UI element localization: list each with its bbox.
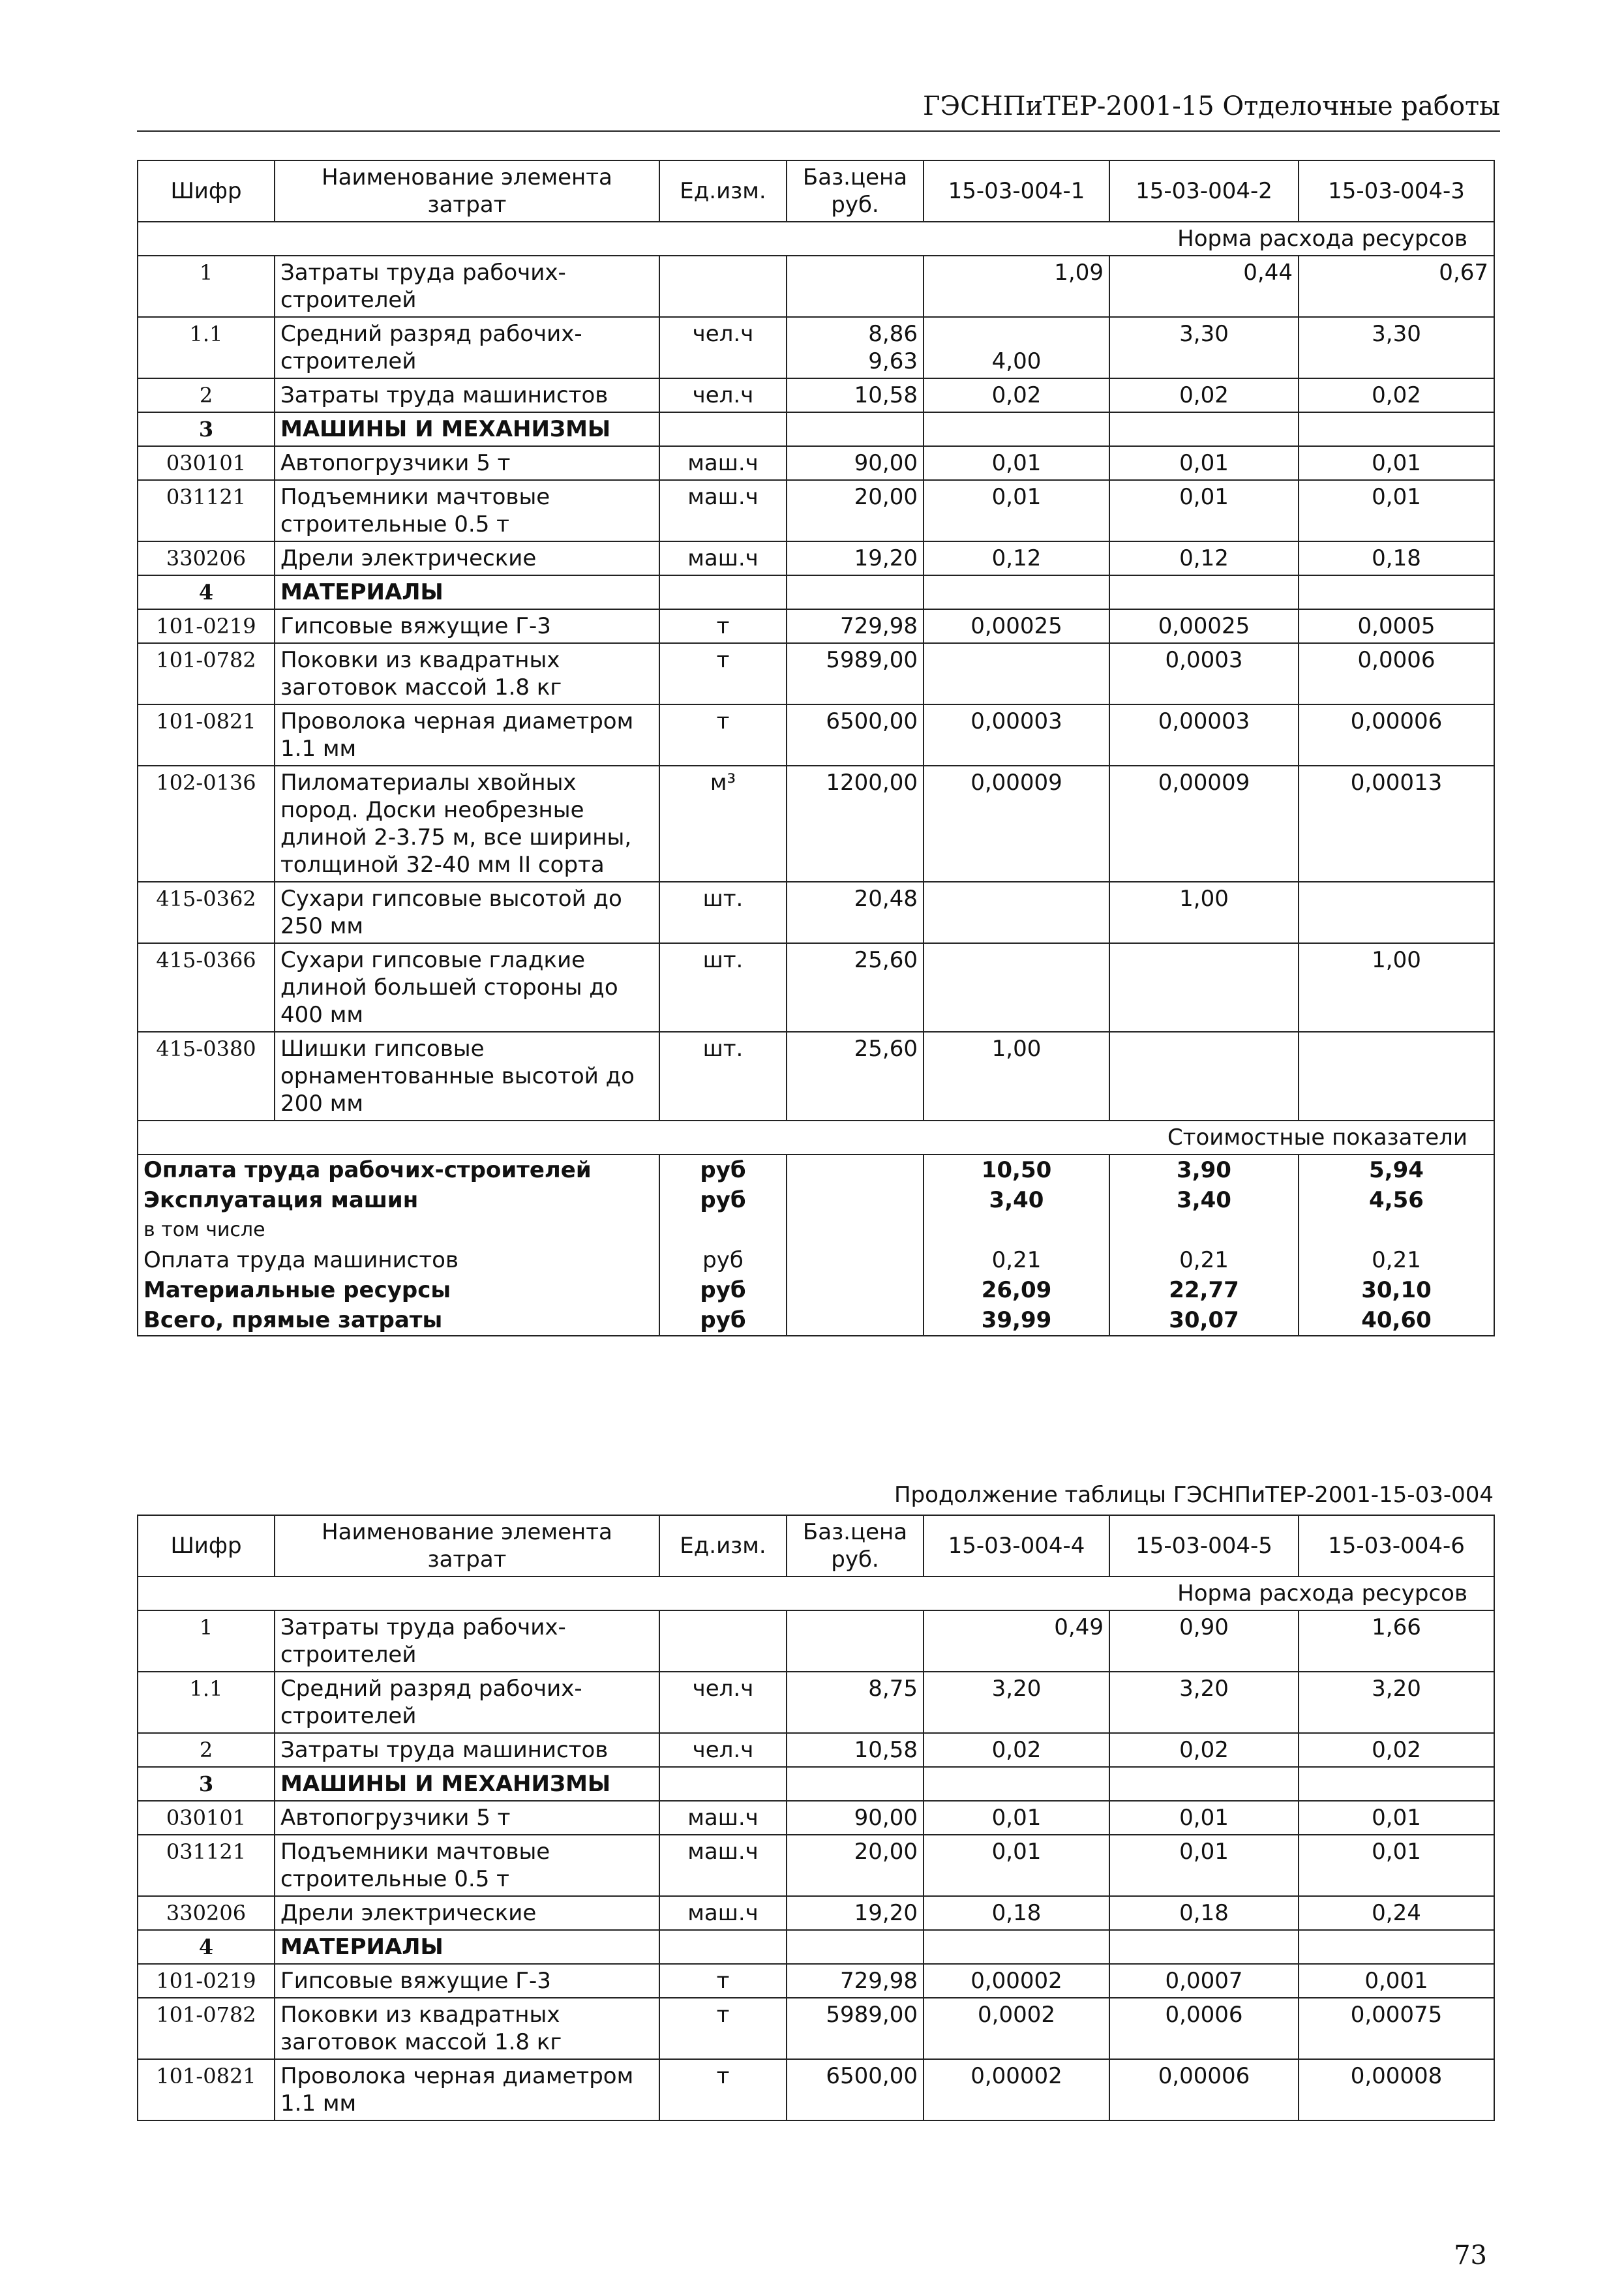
row-price xyxy=(787,1801,924,1835)
row-unit xyxy=(659,1610,787,1672)
cost-value: 3,40 xyxy=(1109,1185,1299,1215)
col-price: Баз.цена руб. xyxy=(787,160,924,222)
row-norm-value: 0,00025 xyxy=(924,609,1109,643)
row-code: 3 xyxy=(138,412,275,446)
row-norm-value: 0,01 xyxy=(1299,1801,1494,1835)
table-row xyxy=(138,643,1494,704)
row-norm-value: 1,09 xyxy=(924,256,1109,317)
cost-label: Всего, прямые затраты xyxy=(138,1305,659,1336)
row-price xyxy=(787,480,924,541)
row-unit: м³ xyxy=(659,766,787,882)
col-norm-2: 15-03-004-2 xyxy=(1109,160,1299,222)
table-row xyxy=(138,1801,1494,1835)
table-row xyxy=(138,1767,1494,1801)
cost-unit xyxy=(659,1215,787,1245)
col-name: Наименование элемента затрат xyxy=(275,1515,659,1576)
cost-row xyxy=(138,1185,1494,1215)
row-code: 101-0821 xyxy=(138,704,275,766)
table-row xyxy=(138,882,1494,943)
row-code: 330206 xyxy=(138,1896,275,1930)
table-row xyxy=(138,317,1494,378)
row-price xyxy=(787,256,924,317)
col-norm-6: 15-03-004-6 xyxy=(1299,1515,1494,1576)
row-norm-value: 0,00002 xyxy=(924,2059,1109,2120)
row-norm-value: 0,00008 xyxy=(1299,2059,1494,2120)
row-norm-value xyxy=(1299,882,1494,943)
row-code: 101-0219 xyxy=(138,609,275,643)
cost-value: 22,77 xyxy=(1109,1275,1299,1305)
row-unit xyxy=(659,1930,787,1964)
row-price xyxy=(787,643,924,704)
cost-label: Оплата труда машинистов xyxy=(138,1245,659,1275)
cost-label: в том числе xyxy=(138,1215,659,1245)
section-norm: Норма расхода ресурсов xyxy=(138,1576,1494,1610)
cost-price-empty xyxy=(787,1305,924,1336)
row-norm-value: 0,01 xyxy=(1299,446,1494,480)
row-price xyxy=(787,882,924,943)
row-name: Шишки гипсовые орнаментованные высотой до 200 мм xyxy=(275,1032,659,1121)
cost-unit: руб xyxy=(659,1305,787,1336)
row-name: Автопогрузчики 5 т xyxy=(275,1801,659,1835)
cost-label: Оплата труда рабочих-строителей xyxy=(138,1154,659,1185)
row-norm-value: 0,49 xyxy=(924,1610,1109,1672)
row-norm-value xyxy=(1109,1032,1299,1121)
row-norm-value: 0,02 xyxy=(1299,378,1494,412)
row-price xyxy=(787,1964,924,1998)
col-norm-1: 15-03-004-1 xyxy=(924,160,1109,222)
table-row xyxy=(138,1032,1494,1121)
row-norm-value: 0,00075 xyxy=(1299,1998,1494,2059)
cost-value: 0,21 xyxy=(1109,1245,1299,1275)
row-price xyxy=(787,1998,924,2059)
cost-unit: руб xyxy=(659,1245,787,1275)
page-number: 73 xyxy=(1454,2240,1487,2270)
row-price xyxy=(787,1032,924,1121)
cost-price-empty xyxy=(787,1245,924,1275)
row-norm-value: 0,01 xyxy=(924,1801,1109,1835)
row-code: 101-0821 xyxy=(138,2059,275,2120)
row-norm-value: 3,20 xyxy=(1109,1672,1299,1733)
table-row xyxy=(138,541,1494,575)
cost-row xyxy=(138,1245,1494,1275)
row-norm-value xyxy=(1299,1032,1494,1121)
row-price xyxy=(787,446,924,480)
row-code: 101-0782 xyxy=(138,643,275,704)
row-norm-value: 0,00006 xyxy=(1109,2059,1299,2120)
row-code: 101-0219 xyxy=(138,1964,275,1998)
row-norm-value: 0,01 xyxy=(924,446,1109,480)
row-price-value: 20,48 xyxy=(854,886,918,912)
row-name: Средний разряд рабочих-строителей xyxy=(275,317,659,378)
cost-unit: руб xyxy=(659,1154,787,1185)
cost-row xyxy=(138,1275,1494,1305)
row-norm-value: 0,01 xyxy=(1299,1835,1494,1896)
resource-table-2 xyxy=(137,1515,1495,2121)
row-price xyxy=(787,1835,924,1896)
row-norm-value: 4,00 xyxy=(924,317,1109,378)
row-price-value: 90,00 xyxy=(854,1805,918,1831)
running-header: ГЭСНПиТЕР-2001-15 Отделочные работы xyxy=(137,91,1500,132)
row-norm-value: 0,02 xyxy=(1109,378,1299,412)
row-norm-value: 0,18 xyxy=(924,1896,1109,1930)
row-name: Автопогрузчики 5 т xyxy=(275,446,659,480)
row-unit: маш.ч xyxy=(659,480,787,541)
row-norm-value: 1,00 xyxy=(924,1032,1109,1121)
row-name: Гипсовые вяжущие Г-3 xyxy=(275,609,659,643)
col-unit: Ед.изм. xyxy=(659,1515,787,1576)
row-price-value: 729,98 xyxy=(840,613,918,639)
row-code: 415-0362 xyxy=(138,882,275,943)
row-code: 2 xyxy=(138,1733,275,1767)
row-unit: т xyxy=(659,1964,787,1998)
row-price-value: 1200,00 xyxy=(826,770,918,796)
row-norm-value xyxy=(1109,412,1299,446)
row-name: Затраты труда рабочих-строителей xyxy=(275,256,659,317)
row-unit xyxy=(659,412,787,446)
row-norm-value: 0,001 xyxy=(1299,1964,1494,1998)
row-price xyxy=(787,1896,924,1930)
col-norm-4: 15-03-004-4 xyxy=(924,1515,1109,1576)
row-name: МАШИНЫ И МЕХАНИЗМЫ xyxy=(275,412,659,446)
row-unit: т xyxy=(659,643,787,704)
row-norm-value: 0,67 xyxy=(1299,256,1494,317)
row-norm-value xyxy=(924,643,1109,704)
row-unit: шт. xyxy=(659,1032,787,1121)
row-price-value: 8,86 xyxy=(868,321,918,347)
row-unit xyxy=(659,1767,787,1801)
row-price-value: 6500,00 xyxy=(826,2063,918,2089)
row-norm-value: 0,01 xyxy=(1109,446,1299,480)
row-code: 030101 xyxy=(138,446,275,480)
row-code: 1.1 xyxy=(138,1672,275,1733)
row-code: 1.1 xyxy=(138,317,275,378)
row-code: 4 xyxy=(138,1930,275,1964)
table-row xyxy=(138,1835,1494,1896)
row-norm-value: 0,01 xyxy=(924,1835,1109,1896)
row-norm-value: 0,90 xyxy=(1109,1610,1299,1672)
row-norm-value: 0,0007 xyxy=(1109,1964,1299,1998)
row-norm-value: 0,24 xyxy=(1299,1896,1494,1930)
row-code: 330206 xyxy=(138,541,275,575)
row-price-value: 20,00 xyxy=(854,484,918,510)
row-code: 4 xyxy=(138,575,275,609)
row-code: 102-0136 xyxy=(138,766,275,882)
row-name: Дрели электрические xyxy=(275,1896,659,1930)
row-unit: т xyxy=(659,609,787,643)
row-unit xyxy=(659,575,787,609)
cost-price-empty xyxy=(787,1185,924,1215)
row-unit: маш.ч xyxy=(659,446,787,480)
row-name: Гипсовые вяжущие Г-3 xyxy=(275,1964,659,1998)
row-norm-value xyxy=(924,943,1109,1032)
cost-value: 0,21 xyxy=(1299,1245,1494,1275)
row-unit: шт. xyxy=(659,882,787,943)
row-name: МАТЕРИАЛЫ xyxy=(275,575,659,609)
row-code: 2 xyxy=(138,378,275,412)
row-unit: маш.ч xyxy=(659,1801,787,1835)
row-norm-value: 0,00003 xyxy=(1109,704,1299,766)
table-row xyxy=(138,1733,1494,1767)
row-norm-value: 0,01 xyxy=(1109,1835,1299,1896)
cost-price-empty xyxy=(787,1275,924,1305)
row-norm-value: 0,00013 xyxy=(1299,766,1494,882)
row-norm-value xyxy=(924,575,1109,609)
row-price xyxy=(787,541,924,575)
cost-value: 26,09 xyxy=(924,1275,1109,1305)
table-row xyxy=(138,1610,1494,1672)
col-norm-5: 15-03-004-5 xyxy=(1109,1515,1299,1576)
row-unit: чел.ч xyxy=(659,1672,787,1733)
row-norm-value xyxy=(1109,575,1299,609)
row-name: Дрели электрические xyxy=(275,541,659,575)
row-norm-value xyxy=(1299,1767,1494,1801)
row-norm-value: 0,01 xyxy=(1109,1801,1299,1835)
row-name: Поковки из квадратных заготовок массой 1.8 кг xyxy=(275,1998,659,2059)
row-name: Пиломатериалы хвойных пород. Доски необрезные длиной 2-3.75 м, все ширины, толщиной 32-40 мм II сорта xyxy=(275,766,659,882)
row-name: Подъемники мачтовые строительные 0.5 т xyxy=(275,1835,659,1896)
cost-row xyxy=(138,1305,1494,1336)
row-price xyxy=(787,1930,924,1964)
cost-value: 39,99 xyxy=(924,1305,1109,1336)
row-norm-value: 0,12 xyxy=(924,541,1109,575)
row-name: Затраты труда рабочих-строителей xyxy=(275,1610,659,1672)
row-name: МАШИНЫ И МЕХАНИЗМЫ xyxy=(275,1767,659,1801)
row-price-value: 5989,00 xyxy=(826,2002,918,2028)
row-unit: т xyxy=(659,2059,787,2120)
section-norm: Норма расхода ресурсов xyxy=(138,222,1494,256)
cost-value: 4,56 xyxy=(1299,1185,1494,1215)
table-row xyxy=(138,480,1494,541)
row-norm-value: 0,0005 xyxy=(1299,609,1494,643)
row-code: 031121 xyxy=(138,1835,275,1896)
cost-row xyxy=(138,1154,1494,1185)
row-norm-value xyxy=(1299,1930,1494,1964)
row-norm-value: 0,00009 xyxy=(1109,766,1299,882)
row-price-value: 729,98 xyxy=(840,1968,918,1994)
row-norm-value: 3,20 xyxy=(1299,1672,1494,1733)
row-code: 101-0782 xyxy=(138,1998,275,2059)
row-norm-value xyxy=(924,412,1109,446)
row-name: Проволока черная диаметром 1.1 мм xyxy=(275,2059,659,2120)
row-price xyxy=(787,1733,924,1767)
row-price xyxy=(787,766,924,882)
table-row xyxy=(138,256,1494,317)
row-name: Затраты труда машинистов xyxy=(275,378,659,412)
row-norm-value xyxy=(1109,943,1299,1032)
row-price-value: 25,60 xyxy=(854,1036,918,1062)
cost-value: 0,21 xyxy=(924,1245,1109,1275)
cost-price-empty xyxy=(787,1215,924,1245)
row-norm-value: 0,0006 xyxy=(1109,1998,1299,2059)
row-name: Поковки из квадратных заготовок массой 1.8 кг xyxy=(275,643,659,704)
cost-price-empty xyxy=(787,1154,924,1185)
table-row xyxy=(138,1930,1494,1964)
row-norm-value: 0,01 xyxy=(1299,480,1494,541)
row-norm-value: 0,0006 xyxy=(1299,643,1494,704)
row-unit: маш.ч xyxy=(659,541,787,575)
cost-value xyxy=(924,1215,1109,1245)
row-code: 415-0380 xyxy=(138,1032,275,1121)
section-cost: Стоимостные показатели xyxy=(138,1121,1494,1154)
row-norm-value: 1,00 xyxy=(1299,943,1494,1032)
table-row xyxy=(138,1672,1494,1733)
row-norm-value: 0,18 xyxy=(1109,1896,1299,1930)
row-norm-value: 0,00003 xyxy=(924,704,1109,766)
row-norm-value: 1,66 xyxy=(1299,1610,1494,1672)
cost-value: 30,10 xyxy=(1299,1275,1494,1305)
cost-value xyxy=(1299,1215,1494,1245)
row-unit: маш.ч xyxy=(659,1896,787,1930)
row-norm-value: 0,02 xyxy=(1109,1733,1299,1767)
table-row xyxy=(138,575,1494,609)
cost-value: 3,40 xyxy=(924,1185,1109,1215)
row-price-value: 90,00 xyxy=(854,450,918,476)
row-price xyxy=(787,704,924,766)
row-norm-value xyxy=(1109,1930,1299,1964)
row-price xyxy=(787,1672,924,1733)
row-norm-value: 0,00009 xyxy=(924,766,1109,882)
row-norm-value: 0,01 xyxy=(924,480,1109,541)
table-row xyxy=(138,1896,1494,1930)
row-price xyxy=(787,1767,924,1801)
row-norm-value xyxy=(924,882,1109,943)
row-norm-value: 0,02 xyxy=(1299,1733,1494,1767)
cost-unit: руб xyxy=(659,1185,787,1215)
row-norm-value: 1,00 xyxy=(1109,882,1299,943)
row-norm-value: 0,00025 xyxy=(1109,609,1299,643)
row-price xyxy=(787,412,924,446)
col-norm-3: 15-03-004-3 xyxy=(1299,160,1494,222)
row-price-value: 10,58 xyxy=(854,1737,918,1763)
resource-table-1 xyxy=(137,160,1495,1336)
cost-unit: руб xyxy=(659,1275,787,1305)
row-norm-value xyxy=(924,1767,1109,1801)
row-code: 1 xyxy=(138,256,275,317)
cost-value: 40,60 xyxy=(1299,1305,1494,1336)
row-price xyxy=(787,609,924,643)
row-unit: т xyxy=(659,704,787,766)
col-price: Баз.цена руб. xyxy=(787,1515,924,1576)
row-price-value-alt: 9,63 xyxy=(868,348,918,374)
table-header-row xyxy=(138,1515,1494,1576)
row-norm-value: 3,20 xyxy=(924,1672,1109,1733)
row-norm-value: 0,00006 xyxy=(1299,704,1494,766)
col-code: Шифр xyxy=(138,160,275,222)
row-code: 415-0366 xyxy=(138,943,275,1032)
row-code: 3 xyxy=(138,1767,275,1801)
row-name: Сухари гипсовые гладкие длиной большей стороны до 400 мм xyxy=(275,943,659,1032)
row-price-value: 19,20 xyxy=(854,545,918,571)
row-price-value: 25,60 xyxy=(854,947,918,973)
row-name: Сухари гипсовые высотой до 250 мм xyxy=(275,882,659,943)
row-price-value: 20,00 xyxy=(854,1839,918,1865)
row-price xyxy=(787,575,924,609)
row-price xyxy=(787,378,924,412)
table-row xyxy=(138,2059,1494,2120)
row-unit: чел.ч xyxy=(659,378,787,412)
cost-label: Эксплуатация машин xyxy=(138,1185,659,1215)
row-unit: т xyxy=(659,1998,787,2059)
row-norm-value: 0,44 xyxy=(1109,256,1299,317)
cost-value: 30,07 xyxy=(1109,1305,1299,1336)
col-code: Шифр xyxy=(138,1515,275,1576)
row-norm-value xyxy=(1109,1767,1299,1801)
table-row xyxy=(138,446,1494,480)
row-norm-value xyxy=(1299,412,1494,446)
table-row xyxy=(138,704,1494,766)
row-norm-value: 0,00002 xyxy=(924,1964,1109,1998)
cost-value: 3,90 xyxy=(1109,1154,1299,1185)
table-row xyxy=(138,412,1494,446)
cost-value xyxy=(1109,1215,1299,1245)
row-norm-value xyxy=(1299,575,1494,609)
cost-value: 10,50 xyxy=(924,1154,1109,1185)
table-row xyxy=(138,766,1494,882)
row-unit: маш.ч xyxy=(659,1835,787,1896)
col-unit: Ед.изм. xyxy=(659,160,787,222)
row-name: Затраты труда машинистов xyxy=(275,1733,659,1767)
row-price xyxy=(787,2059,924,2120)
table-header-row xyxy=(138,160,1494,222)
row-norm-value: 0,0003 xyxy=(1109,643,1299,704)
row-name: МАТЕРИАЛЫ xyxy=(275,1930,659,1964)
row-code: 1 xyxy=(138,1610,275,1672)
row-name: Средний разряд рабочих-строителей xyxy=(275,1672,659,1733)
row-norm-value: 0,02 xyxy=(924,378,1109,412)
row-name: Проволока черная диаметром 1.1 мм xyxy=(275,704,659,766)
row-price-value: 8,75 xyxy=(868,1676,918,1702)
row-price-value: 5989,00 xyxy=(826,647,918,673)
row-norm-value: 3,30 xyxy=(1299,317,1494,378)
table-continuation-caption: Продолжение таблицы ГЭСНПиТЕР-2001-15-03-004 xyxy=(894,1482,1494,1508)
row-price xyxy=(787,943,924,1032)
table-row xyxy=(138,943,1494,1032)
row-price xyxy=(787,1610,924,1672)
table-row xyxy=(138,1964,1494,1998)
table-row xyxy=(138,378,1494,412)
table-row xyxy=(138,1998,1494,2059)
row-norm-value: 0,02 xyxy=(924,1733,1109,1767)
cost-value: 5,94 xyxy=(1299,1154,1494,1185)
row-norm-value: 3,30 xyxy=(1109,317,1299,378)
row-norm-value: 0,12 xyxy=(1109,541,1299,575)
row-price-value: 19,20 xyxy=(854,1900,918,1926)
row-norm-value: 0,01 xyxy=(1109,480,1299,541)
row-norm-value: 0,0002 xyxy=(924,1998,1109,2059)
cost-label: Материальные ресурсы xyxy=(138,1275,659,1305)
row-norm-value xyxy=(924,1930,1109,1964)
cost-row xyxy=(138,1215,1494,1245)
row-norm-value: 0,18 xyxy=(1299,541,1494,575)
row-code: 030101 xyxy=(138,1801,275,1835)
row-price-value: 6500,00 xyxy=(826,708,918,734)
row-unit xyxy=(659,256,787,317)
row-unit: чел.ч xyxy=(659,317,787,378)
row-code: 031121 xyxy=(138,480,275,541)
col-name: Наименование элемента затрат xyxy=(275,160,659,222)
table-row xyxy=(138,609,1494,643)
row-price-value: 10,58 xyxy=(854,382,918,408)
row-price xyxy=(787,317,924,378)
row-unit: шт. xyxy=(659,943,787,1032)
row-unit: чел.ч xyxy=(659,1733,787,1767)
row-name: Подъемники мачтовые строительные 0.5 т xyxy=(275,480,659,541)
